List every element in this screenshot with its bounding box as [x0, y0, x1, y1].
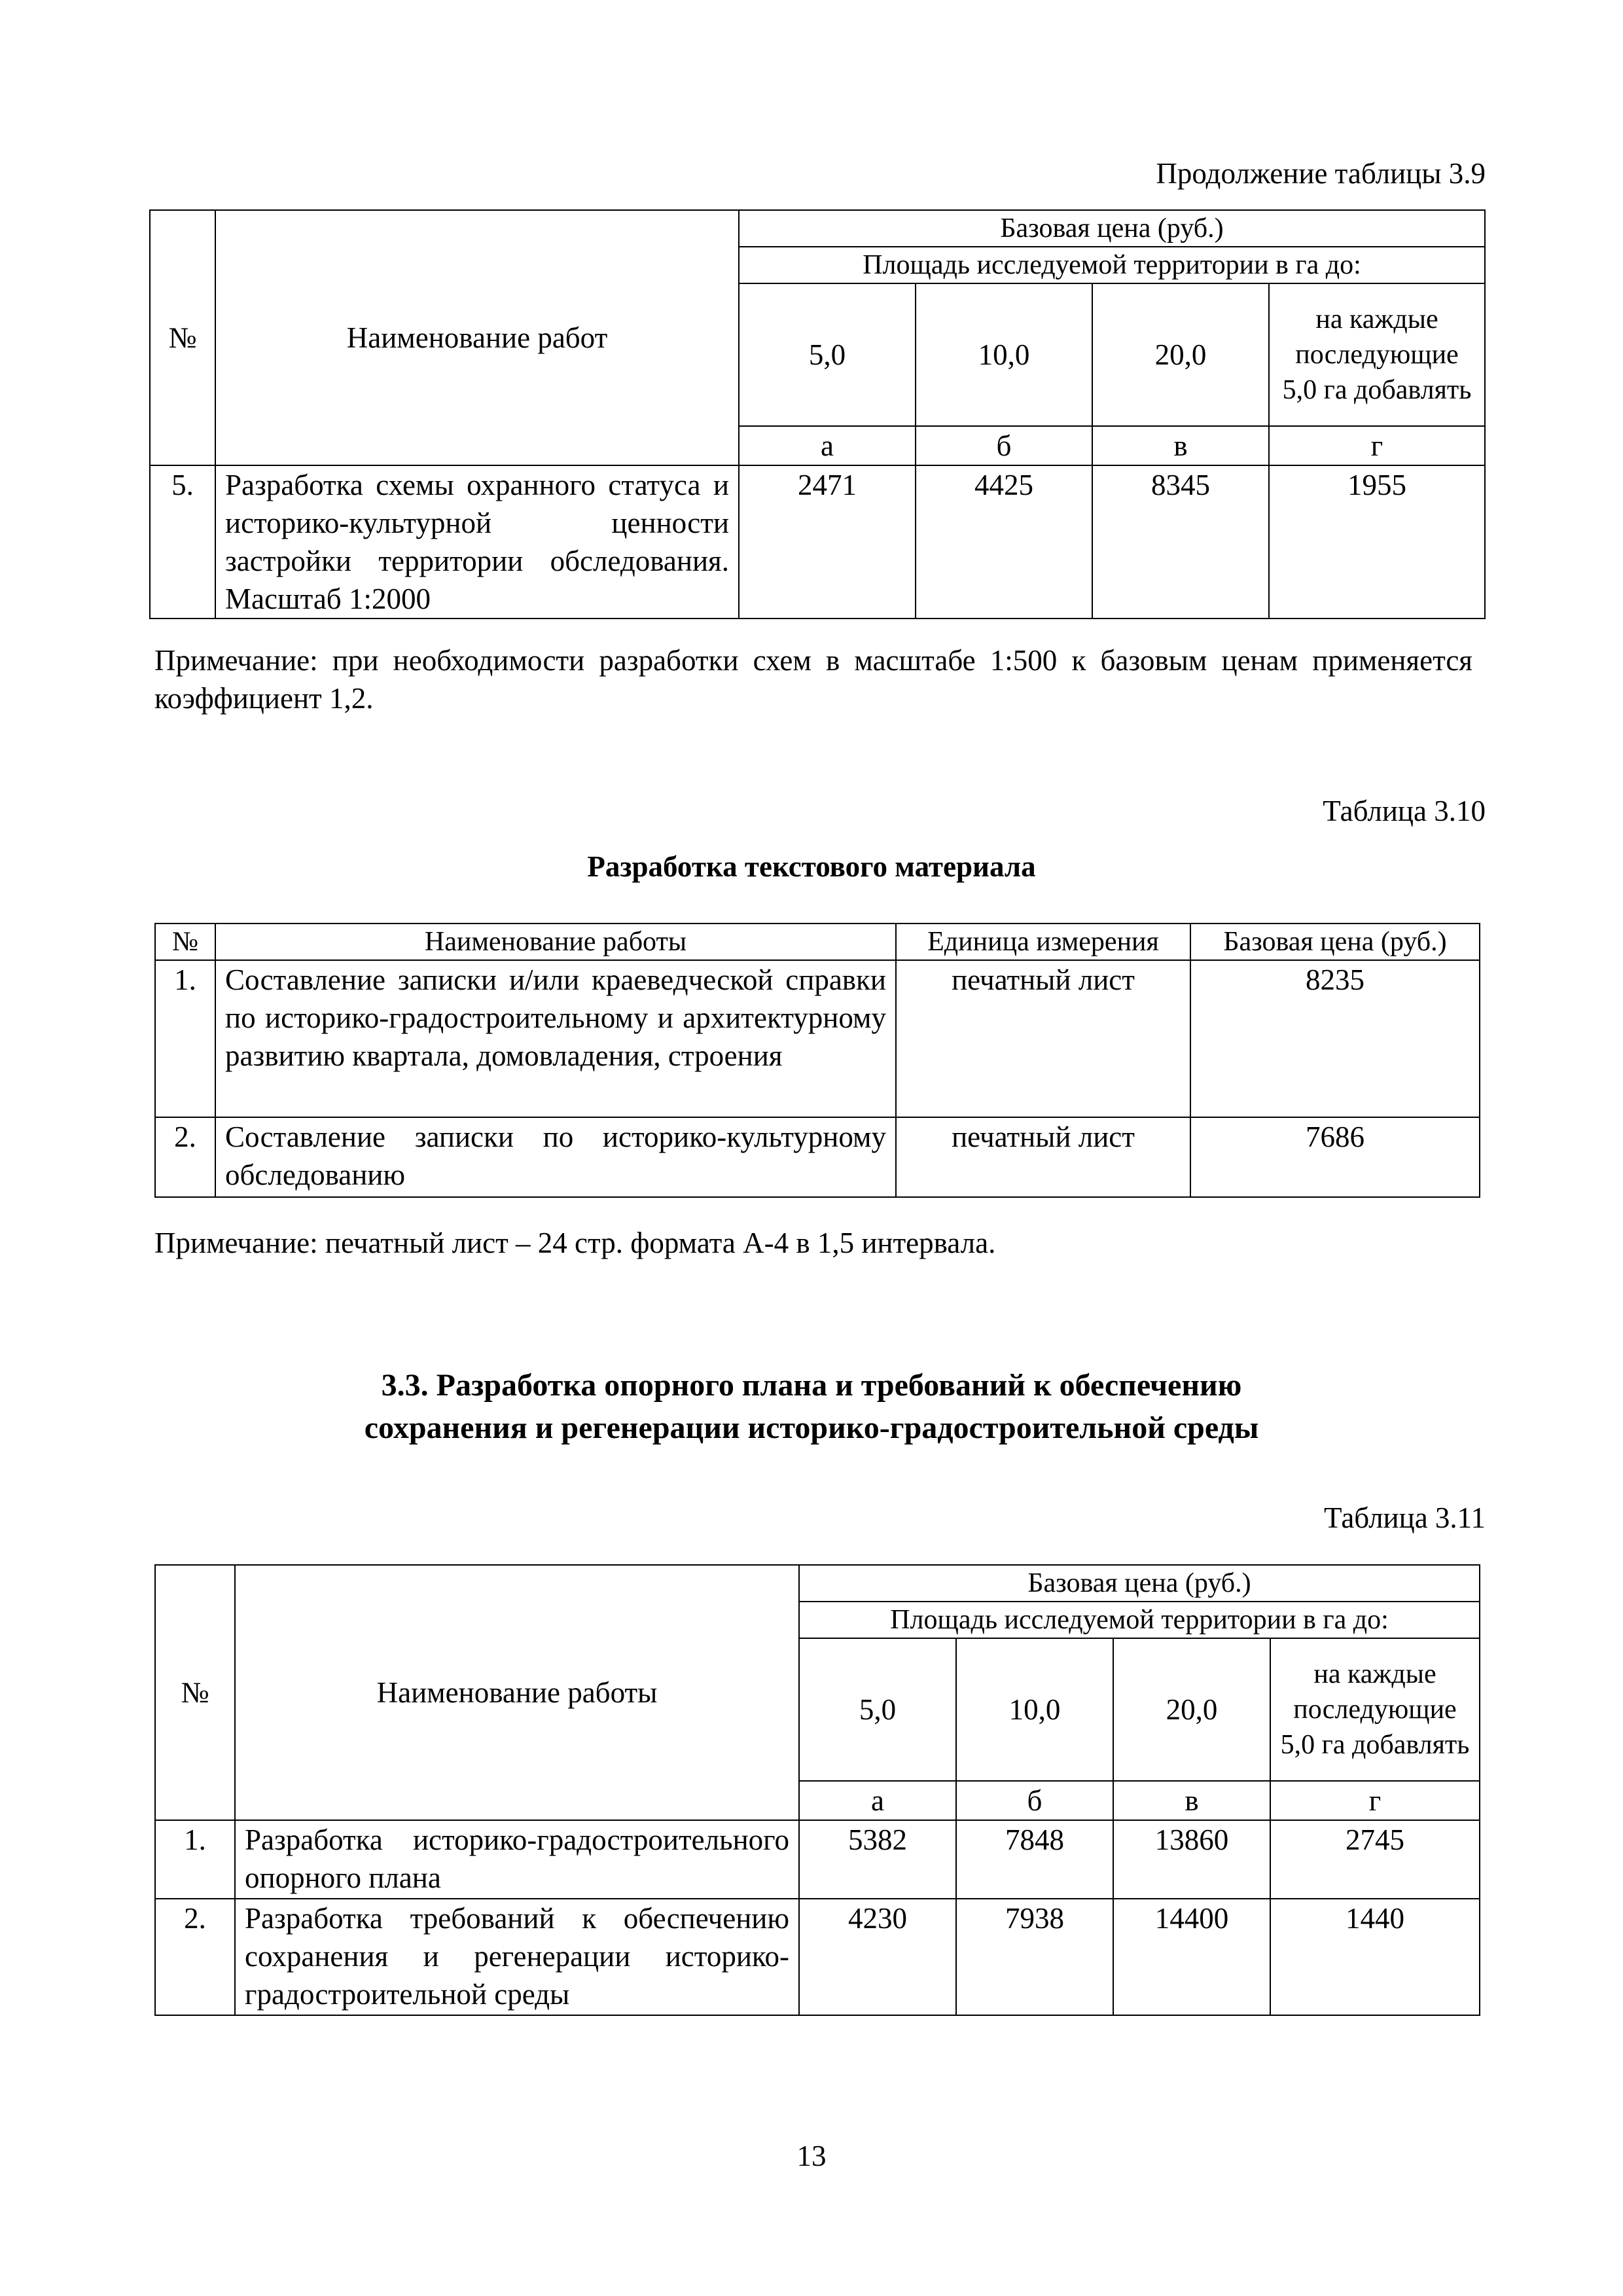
row-num: 2. — [155, 1117, 215, 1197]
row-name: Разработка историко-градостроительного опорного плана — [235, 1820, 799, 1899]
row-value-g: 1955 — [1269, 465, 1485, 619]
row-name: Разработка схемы охранного статуса и историко-культурной ценности застройки территории обследования. Масштаб 1:2000 — [215, 465, 739, 619]
row-num: 1. — [155, 960, 215, 1117]
row-value-b: 4425 — [916, 465, 1092, 619]
row-value-g: 1440 — [1270, 1899, 1480, 2015]
table-3-11 — [154, 1564, 1480, 2016]
row-price: 8235 — [1190, 960, 1480, 1117]
row-value-b: 7938 — [956, 1899, 1113, 2015]
header-col-10: 10,0 — [916, 283, 1092, 426]
row-unit: печатный лист — [896, 960, 1190, 1117]
header-name: Наименование работы — [215, 924, 896, 960]
header-area: Площадь исследуемой территории в га до: — [799, 1602, 1480, 1638]
header-letter-g: г — [1270, 1781, 1480, 1820]
row-value-v: 13860 — [1113, 1820, 1270, 1899]
header-col-each: на каждые последующие 5,0 га добавлять — [1270, 1638, 1480, 1781]
header-num: № — [150, 210, 215, 465]
header-letter-v: в — [1113, 1781, 1270, 1820]
header-num: № — [155, 1565, 235, 1820]
header-letter-g: г — [1269, 426, 1485, 465]
header-letter-a: а — [799, 1781, 956, 1820]
row-unit: печатный лист — [896, 1117, 1190, 1197]
row-price: 7686 — [1190, 1117, 1480, 1197]
header-col-20: 20,0 — [1092, 283, 1269, 426]
row-value-g: 2745 — [1270, 1820, 1480, 1899]
row-name: Разработка требований к обеспечению сохранения и регенерации историко-градостроительной среды — [235, 1899, 799, 2015]
table-row — [155, 960, 1480, 1117]
row-value-b: 7848 — [956, 1820, 1113, 1899]
header-name: Наименование работы — [235, 1565, 799, 1820]
table-title: Разработка текстового материала — [587, 850, 1036, 883]
row-value-v: 14400 — [1113, 1899, 1270, 2015]
row-value-a: 2471 — [739, 465, 916, 619]
header-col-20: 20,0 — [1113, 1638, 1270, 1781]
row-num: 2. — [155, 1899, 235, 2015]
header-letter-v: в — [1092, 426, 1269, 465]
header-col-5: 5,0 — [739, 283, 916, 426]
table-3-10 — [154, 923, 1480, 1198]
row-num: 5. — [150, 465, 215, 619]
row-num: 1. — [155, 1820, 235, 1899]
header-base-price: Базовая цена (руб.) — [739, 210, 1485, 247]
table-note: Примечание: печатный лист – 24 стр. формата А-4 в 1,5 интервала. — [154, 1227, 996, 1259]
header-letter-a: а — [739, 426, 916, 465]
row-value-a: 4230 — [799, 1899, 956, 2015]
section-heading-line-2: сохранения и регенерации историко-градостроительной среды — [364, 1410, 1259, 1445]
header-col-each: на каждые последующие 5,0 га добавлять — [1269, 283, 1485, 426]
row-value-a: 5382 — [799, 1820, 956, 1899]
section-heading-line-1: 3.3. Разработка опорного плана и требований к обеспечению — [381, 1368, 1242, 1403]
header-area: Площадь исследуемой территории в га до: — [739, 247, 1485, 283]
header-col-5: 5,0 — [799, 1638, 956, 1781]
table-row — [150, 465, 1485, 619]
row-name: Составление записки и/или краеведческой справки по историко-градостроительному и архитектурному развитию квартала, домовладения, строения — [215, 960, 896, 1117]
table-3-9-continuation — [149, 209, 1486, 619]
table-caption: Продолжение таблицы 3.9 — [1156, 157, 1486, 190]
header-num: № — [155, 924, 215, 960]
header-letter-b: б — [916, 426, 1092, 465]
page-number: 13 — [796, 2140, 827, 2172]
table-caption: Таблица 3.11 — [1323, 1501, 1486, 1534]
header-col-10: 10,0 — [956, 1638, 1113, 1781]
row-name: Составление записки по историко-культурному обследованию — [215, 1117, 896, 1197]
header-name: Наименование работ — [215, 210, 739, 465]
table-row — [155, 1117, 1480, 1197]
table-caption: Таблица 3.10 — [1323, 795, 1486, 827]
table-note: Примечание: при необходимости разработки схем в масштабе 1:500 к базовым ценам применяется коэффициент 1,2. — [154, 644, 1472, 715]
row-value-v: 8345 — [1092, 465, 1269, 619]
table-row — [155, 1820, 1480, 1899]
table-row — [155, 1899, 1480, 2015]
header-price: Базовая цена (руб.) — [1190, 924, 1480, 960]
header-letter-b: б — [956, 1781, 1113, 1820]
header-base-price: Базовая цена (руб.) — [799, 1565, 1480, 1602]
header-unit: Единица измерения — [896, 924, 1190, 960]
